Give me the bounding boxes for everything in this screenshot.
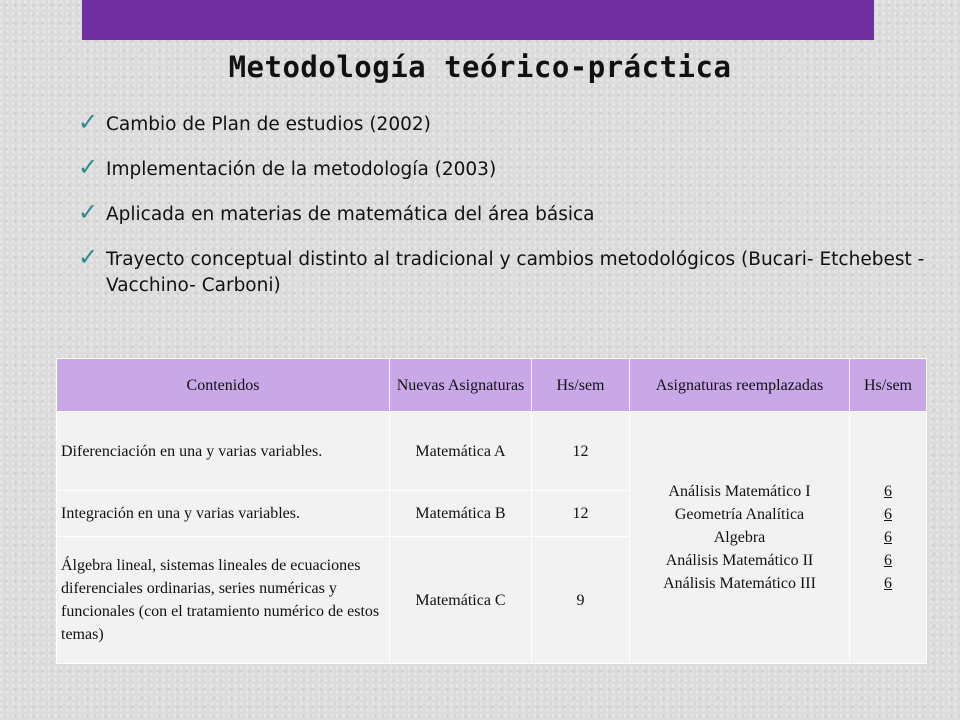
cell-hs: 9 <box>532 537 630 664</box>
cell-contenido: Álgebra lineal, sistemas lineales de ecuaciones diferenciales ordinarias, series numéricas y funcionales (con el tratamiento numérico de estos temas) <box>57 537 390 664</box>
reemplazada-item: Análisis Matemático III <box>663 575 816 592</box>
cell-contenido: Diferenciación en una y varias variables. <box>57 412 390 491</box>
bullet-item <box>78 108 938 138</box>
reemplazada-hs: 6 <box>884 529 892 546</box>
cell-asignatura: Matemática C <box>390 537 532 664</box>
header-nuevas-asignaturas: Nuevas Asignaturas <box>390 359 532 412</box>
reemplazada-hs: 6 <box>884 552 892 569</box>
top-accent-bar <box>82 0 874 40</box>
table-row <box>57 412 927 491</box>
bullet-text: Implementación de la metodología (2003) <box>106 159 497 180</box>
cell-reemplazadas-hs <box>850 412 927 664</box>
cell-reemplazadas <box>630 412 850 664</box>
reemplazada-item: Geometría Analítica <box>674 506 805 523</box>
header-hs-sem: Hs/sem <box>532 359 630 412</box>
reemplazada-item: Análisis Matemático II <box>665 552 814 569</box>
reemplazada-hs: 6 <box>884 483 892 500</box>
checkmark-icon: ✓ <box>78 243 99 271</box>
bullet-item <box>78 243 938 299</box>
header-hs-sem-reemplazadas: Hs/sem <box>850 359 927 412</box>
table-header-row <box>57 359 927 412</box>
checkmark-icon: ✓ <box>78 153 99 181</box>
subjects-table <box>56 358 927 664</box>
reemplazada-hs: 6 <box>884 575 892 592</box>
reemplazada-hs: 6 <box>884 506 892 523</box>
cell-asignatura: Matemática A <box>390 412 532 491</box>
cell-hs: 12 <box>532 412 630 491</box>
header-contenidos: Contenidos <box>57 359 390 412</box>
checkmark-icon: ✓ <box>78 198 99 226</box>
checkmark-icon: ✓ <box>78 108 99 136</box>
cell-hs: 12 <box>532 491 630 537</box>
bullet-text: Cambio de Plan de estudios (2002) <box>106 114 431 135</box>
bullet-text: Trayecto conceptual distinto al tradicional y cambios metodológicos (Bucari- Etchebest - Vacchino- Carboni) <box>106 249 925 296</box>
bullet-item <box>78 198 938 228</box>
cell-contenido: Integración en una y varias variables. <box>57 491 390 537</box>
slide-title: Metodología teórico-práctica <box>228 50 732 84</box>
reemplazada-item: Análisis Matemático I <box>668 483 811 500</box>
header-asignaturas-reemplazadas: Asignaturas reemplazadas <box>630 359 850 412</box>
bullet-item <box>78 153 938 183</box>
bullet-list <box>78 108 938 318</box>
reemplazada-item: Algebra <box>713 529 766 546</box>
bullet-text: Aplicada en materias de matemática del área básica <box>106 204 595 225</box>
cell-asignatura: Matemática B <box>390 491 532 537</box>
